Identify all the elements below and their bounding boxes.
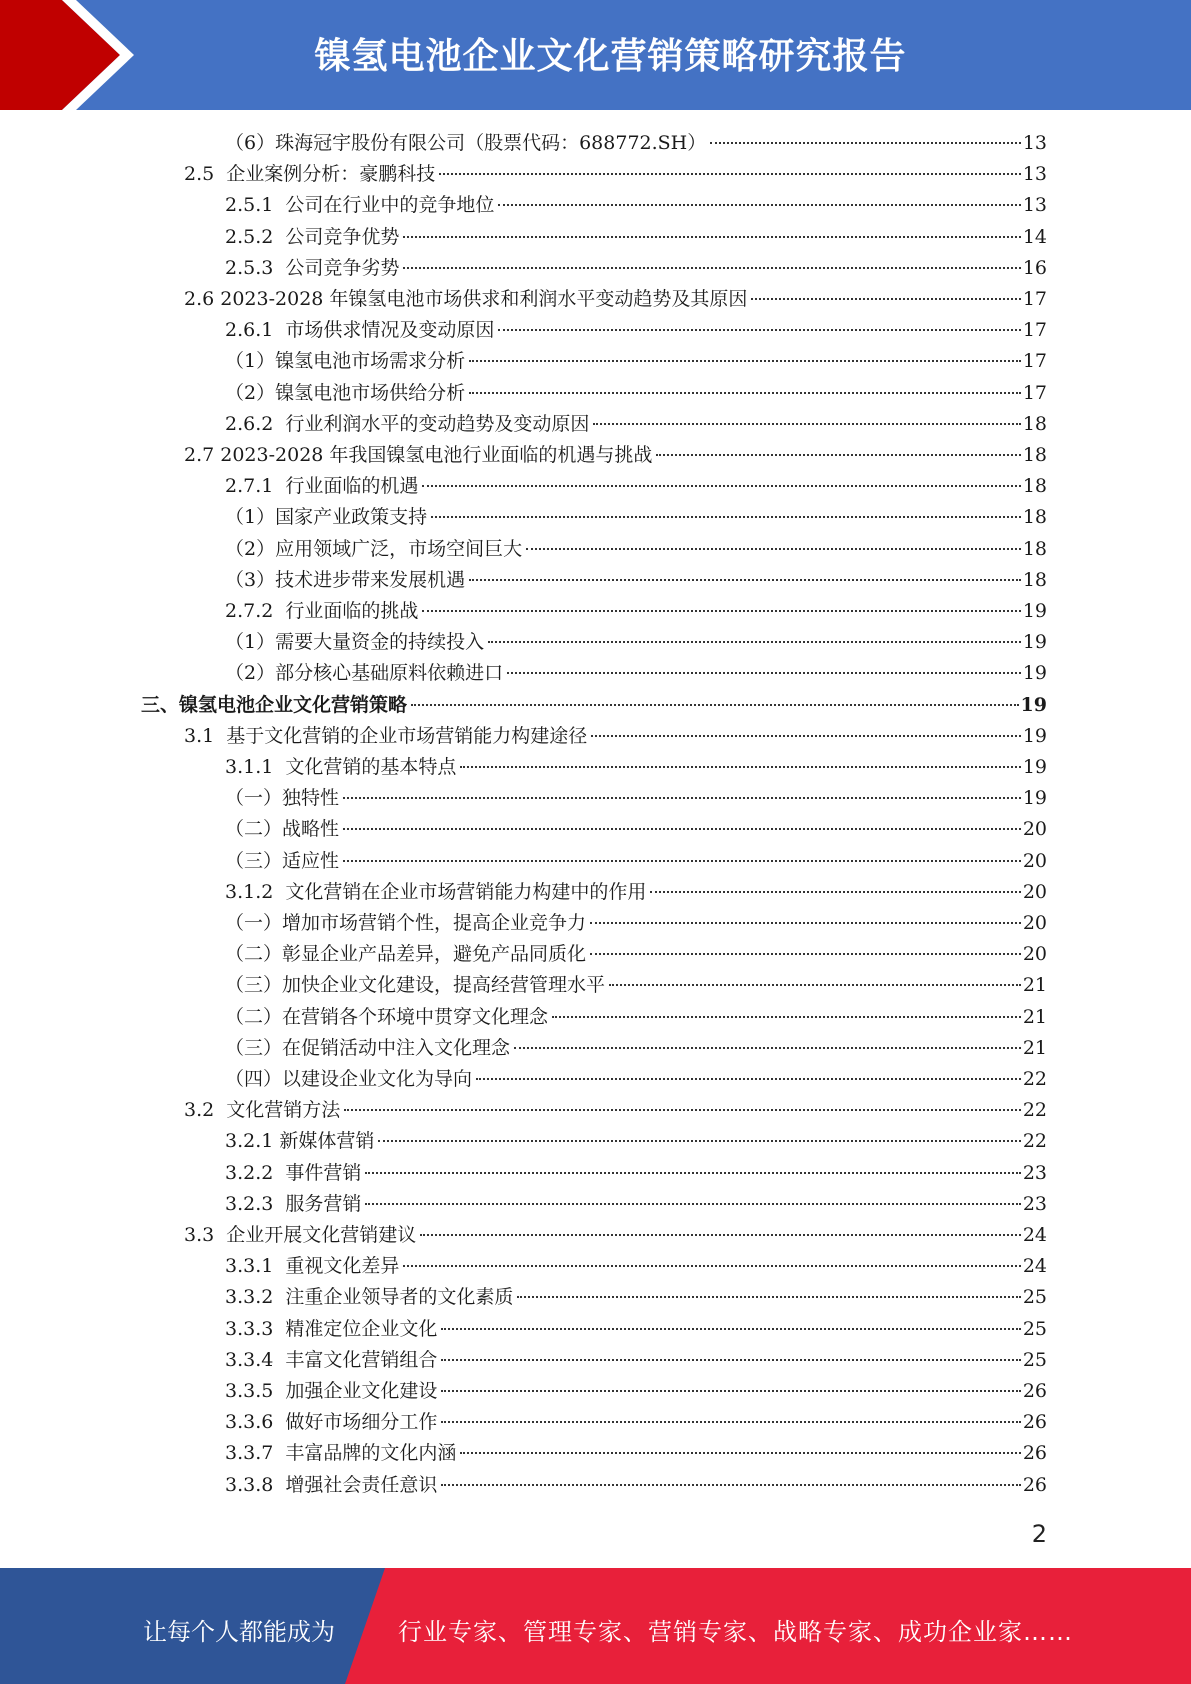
toc-entry[interactable] [225,346,1047,376]
toc-entry-page: 18 [1022,475,1047,498]
toc-entry[interactable] [225,627,1047,657]
toc-entry[interactable] [225,877,1047,907]
toc-entry-title: 2.7.1 行业面临的机遇 [225,475,419,498]
toc-dot-leader [488,641,1021,643]
toc-entry-page: 18 [1022,412,1047,435]
toc-entry-page: 21 [1022,1005,1047,1028]
toc-entry[interactable] [225,596,1047,626]
toc-entry-title: 3.1.2 文化营销在企业市场营销能力构建中的作用 [225,880,647,903]
toc-dot-leader [590,953,1021,955]
toc-entry-title: 2.5.2 公司竞争优势 [225,225,400,248]
toc-entry-page: 22 [1022,1130,1047,1153]
toc-entry-title: 2.5 企业案例分析：豪鹏科技 [184,163,436,186]
toc-entry-title: 2.5.1 公司在行业中的竞争地位 [225,194,495,217]
toc-dot-leader [460,1452,1020,1454]
toc-entry-title: 3.1 基于文化营销的企业市场营销能力构建途径 [184,724,588,747]
toc-dot-leader [344,1109,1021,1111]
toc-dot-leader [411,704,1019,706]
toc-entry-title: （2）部分核心基础原料依赖进口 [225,662,504,685]
toc-entry-page: 19 [1022,631,1047,654]
toc-entry[interactable] [225,752,1047,782]
toc-entry-title: 3.3.2 注重企业领导者的文化素质 [225,1286,514,1309]
toc-entry-title: 3.2.3 服务营销 [225,1192,362,1215]
toc-entry-title: （一）增加市场营销个性，提高企业竞争力 [225,912,587,934]
toc-entry-title: （二）彰显企业产品差异，避免产品同质化 [225,943,587,966]
toc-dot-leader [517,1296,1020,1298]
toc-entry-title: 2.6.1 市场供求情况及变动原因 [225,319,495,342]
toc-dot-leader [403,236,1020,238]
toc-entry[interactable] [225,846,1047,876]
toc-dot-leader [526,548,1021,550]
toc-entry-page: 22 [1022,1068,1047,1090]
toc-dot-leader [343,860,1021,862]
toc-entry-page: 23 [1022,1161,1047,1184]
toc-dot-leader [656,454,1020,456]
toc-dot-leader [422,610,1020,612]
toc-entry[interactable] [225,1126,1047,1156]
toc-entry-page: 17 [1022,288,1047,310]
toc-dot-leader [343,828,1021,830]
toc-dot-leader [378,1140,1020,1142]
toc-dot-leader [552,1016,1021,1018]
toc-entry[interactable] [225,1002,1047,1032]
toc-entry[interactable] [184,1095,1047,1125]
toc-entry-page: 20 [1022,849,1047,872]
toc-entry[interactable] [184,1220,1047,1250]
toc-entry-page: 26 [1022,1411,1047,1434]
toc-dot-leader [751,298,1020,300]
toc-entry-page: 18 [1022,568,1047,591]
toc-entry-title: （1）镍氢电池市场需求分析 [225,350,466,373]
toc-entry[interactable] [225,814,1047,844]
toc-dot-leader [593,423,1020,425]
toc-entry-page: 25 [1022,1317,1047,1340]
toc-entry[interactable] [225,253,1047,283]
toc-entry[interactable] [225,409,1047,439]
toc-entry[interactable] [225,502,1047,532]
toc-entry-title: 3.2 文化营销方法 [184,1099,341,1122]
toc-entry[interactable] [184,721,1047,751]
toc-entry-title: （二）战略性 [225,818,340,841]
toc-entry[interactable] [225,1407,1047,1437]
toc-entry-page: 26 [1022,1442,1047,1465]
toc-entry[interactable] [225,1314,1047,1344]
toc-entry[interactable] [225,565,1047,595]
toc-entry[interactable] [225,1282,1047,1312]
toc-dot-leader [365,1172,1020,1174]
toc-entry-page: 19 [1020,693,1047,716]
toc-dot-leader [403,1265,1020,1267]
toc-entry-page: 19 [1022,600,1047,622]
toc-entry-page: 21 [1022,974,1047,997]
report-header [0,0,1191,110]
page-number: 2 [1031,1520,1047,1548]
toc-entry-title: （二）在营销各个环境中贯穿文化理念 [225,1005,549,1028]
toc-entry-title: （三）在促销活动中注入文化理念 [225,1036,511,1059]
toc-entry[interactable] [225,783,1047,813]
toc-entry[interactable] [225,1189,1047,1219]
toc-entry-title: （四）以建设企业文化为导向 [225,1068,473,1090]
toc-entry-page: 23 [1022,1192,1047,1215]
toc-dot-leader [469,360,1021,362]
toc-entry-page: 17 [1022,381,1047,404]
toc-entry[interactable] [225,1438,1047,1468]
toc-entry-page: 22 [1022,1099,1047,1122]
toc-entry-page: 25 [1022,1286,1047,1309]
toc-entry-page: 26 [1022,1380,1047,1402]
toc-entry-title: 3.3.7 丰富品牌的文化内涵 [225,1442,457,1465]
toc-entry[interactable] [225,908,1047,938]
toc-dot-leader [609,984,1021,986]
toc-dot-leader [431,516,1021,518]
toc-entry-title: 3.3.8 增强社会责任意识 [225,1473,438,1496]
toc-entry[interactable] [225,658,1047,688]
toc-entry-title: 3.2.1 新媒体营销 [225,1130,375,1153]
toc-entry-page: 19 [1022,662,1047,685]
toc-dot-leader [498,204,1020,206]
toc-dot-leader [476,1078,1021,1080]
toc-entry-title: （1）国家产业政策支持 [225,506,428,529]
footer-slogan-left: 让每个人都能成为 [143,1618,335,1646]
toc-entry[interactable] [225,1470,1047,1500]
toc-entry[interactable] [225,970,1047,1000]
toc-entry[interactable] [225,1345,1047,1375]
toc-entry[interactable] [225,378,1047,408]
toc-dot-leader [650,891,1020,893]
toc-entry-page: 20 [1022,912,1047,934]
toc-entry-page: 20 [1022,943,1047,966]
toc-entry-page: 19 [1022,787,1047,810]
toc-entry-page: 19 [1022,756,1047,778]
toc-entry-title: 2.7.2 行业面临的挑战 [225,600,419,622]
toc-entry-title: 3.2.2 事件营销 [225,1161,362,1184]
toc-entry-title: （三）适应性 [225,849,340,872]
toc-dot-leader [507,672,1021,674]
toc-entry[interactable] [184,159,1047,189]
toc-entry[interactable] [141,690,1047,720]
toc-entry-title: （1）需要大量资金的持续投入 [225,631,485,654]
toc-entry-page: 24 [1022,1255,1047,1278]
toc-entry-title: 3.3.3 精准定位企业文化 [225,1317,438,1340]
toc-entry-title: （一）独特性 [225,787,340,810]
toc-dot-leader [365,1203,1020,1205]
toc-entry-title: 3.1.1 文化营销的基本特点 [225,756,457,778]
toc-dot-leader [439,173,1021,175]
toc-entry[interactable] [225,471,1047,501]
toc-entry-title: 3.3.5 加强企业文化建设 [225,1380,438,1402]
toc-entry-title: 2.5.3 公司竞争劣势 [225,256,400,279]
toc-entry-page: 19 [1022,724,1047,747]
toc-entry[interactable] [184,284,1047,314]
toc-entry-page: 13 [1022,194,1047,217]
toc-entry[interactable] [225,222,1047,252]
toc-dot-leader [422,485,1020,487]
toc-entry-title: （三）加快企业文化建设，提高经营管理水平 [225,974,606,997]
toc-entry-page: 14 [1022,225,1047,248]
toc-dot-leader [403,267,1020,269]
report-footer [0,1568,1191,1684]
toc-entry[interactable] [225,128,1047,158]
toc-entry[interactable] [225,939,1047,969]
toc-dot-leader [591,735,1021,737]
toc-entry-page: 25 [1022,1348,1047,1371]
toc-entry-page: 17 [1022,350,1047,373]
toc-dot-leader [420,1234,1021,1236]
toc-entry-page: 17 [1022,319,1047,342]
toc-dot-leader [498,329,1020,331]
toc-entry-title: 3.3.1 重视文化差异 [225,1255,400,1278]
toc-dot-leader [343,797,1021,799]
toc-entry-title: （6）珠海冠宇股份有限公司（股票代码：688772.SH） [225,132,707,154]
toc-dot-leader [469,392,1021,394]
toc-entry[interactable] [225,1033,1047,1063]
toc-entry-title: （2）应用领域广泛，市场空间巨大 [225,537,523,560]
toc-entry-page: 16 [1022,256,1047,279]
toc-entry[interactable] [225,315,1047,345]
toc-dot-leader [441,1484,1020,1486]
toc-entry[interactable] [184,440,1047,470]
toc-entry-page: 20 [1022,880,1047,903]
toc-dot-leader [441,1359,1020,1361]
footer-slogan-right: 行业专家、管理专家、营销专家、战略专家、成功企业家…… [398,1618,1073,1646]
report-title: 镍氢电池企业文化营销策略研究报告 [314,36,907,77]
toc-dot-leader [441,1421,1020,1423]
toc-entry-page: 18 [1022,537,1047,560]
toc-entry[interactable] [225,1158,1047,1188]
toc-entry-title: 3.3.4 丰富文化营销组合 [225,1348,438,1371]
toc-entry-title: 3.3.6 做好市场细分工作 [225,1411,438,1434]
toc-entry-page: 20 [1022,818,1047,841]
toc-entry-title: 2.6 2023-2028 年镍氢电池市场供求和利润水平变动趋势及其原因 [184,288,748,310]
toc-dot-leader [590,922,1021,924]
toc-entry-title: 三、镍氢电池企业文化营销策略 [141,693,408,716]
toc-dot-leader [514,1047,1021,1049]
toc-entry[interactable] [225,190,1047,220]
toc-entry-title: 2.7 2023-2028 年我国镍氢电池行业面临的机遇与挑战 [184,444,653,466]
toc-entry-title: 2.6.2 行业利润水平的变动趋势及变动原因 [225,412,590,435]
toc-entry[interactable] [225,1376,1047,1406]
toc-entry[interactable] [225,1251,1047,1281]
toc-entry-page: 26 [1022,1473,1047,1496]
toc-dot-leader [460,766,1020,768]
toc-entry-page: 18 [1022,444,1047,466]
toc-entry-page: 13 [1022,132,1047,154]
toc-entry-title: （3）技术进步带来发展机遇 [225,568,466,591]
toc-entry-page: 21 [1022,1036,1047,1059]
toc-entry-page: 24 [1022,1224,1047,1246]
toc-entry-page: 18 [1022,506,1047,529]
toc-dot-leader [710,142,1021,144]
toc-entry-title: 3.3 企业开展文化营销建议 [184,1224,417,1246]
toc-dot-leader [441,1328,1020,1330]
toc-entry-title: （2）镍氢电池市场供给分析 [225,381,466,404]
toc-entry[interactable] [225,534,1047,564]
toc-entry-page: 13 [1022,163,1047,186]
toc-dot-leader [441,1390,1020,1392]
toc-dot-leader [469,579,1021,581]
toc-entry[interactable] [225,1064,1047,1094]
